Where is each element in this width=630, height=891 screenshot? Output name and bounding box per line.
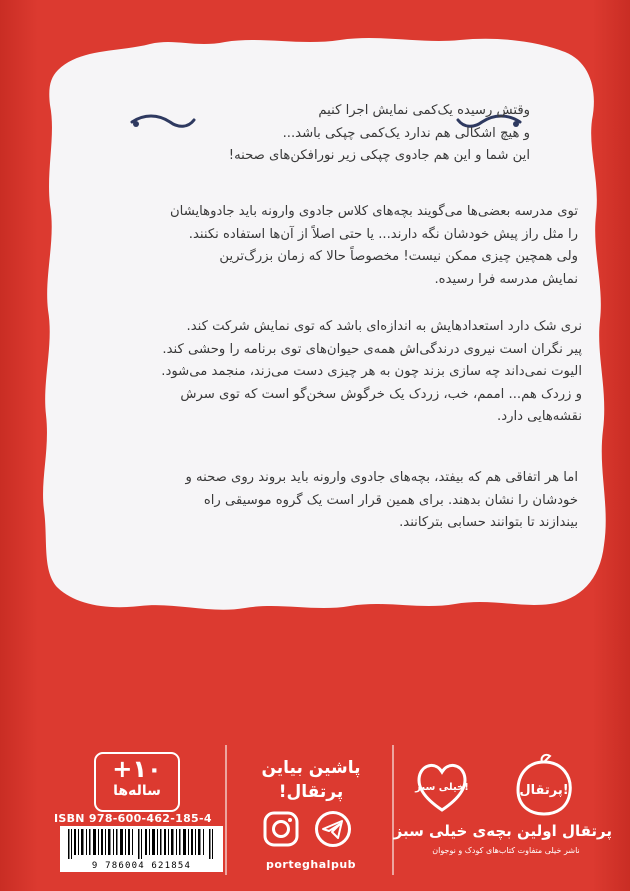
kheilisabz-logo — [412, 758, 472, 816]
paragraph-3 — [58, 467, 578, 535]
paragraph-line: نری شک دارد استعدادهایش به اندازه‌ای باشد که توی نمایش شرکت کند. — [186, 319, 582, 334]
paragraph-line: خودشان را نشان بدهند. برای همین قرار است یک گروه موسیقی راه — [203, 492, 578, 508]
intro-text — [110, 100, 530, 168]
publisher-slogan: پرتقال اولین بچه‌ی خیلی سبز — [393, 822, 612, 840]
paragraph-1 — [58, 201, 578, 291]
footer-divider — [225, 745, 227, 875]
instagram-icon[interactable] — [262, 810, 300, 848]
age-number: +۱۰ — [112, 755, 162, 783]
porteghal-logo — [512, 752, 576, 818]
paragraph-2 — [57, 316, 582, 429]
paragraph-line: اما هر اتفاقی هم که بیفتد، بچه‌های جادوی وارونه باید بروند روی صحنه و — [185, 470, 578, 485]
paragraph-line: پیر نگران است نیروی درندگی‌اش همه‌ی حیوان‌های توی برنامه را وحشی کند. — [162, 341, 582, 357]
intro-line: وقتش رسیده یک‌کمی نمایش اجرا کنیم — [318, 103, 530, 118]
telegram-icon[interactable] — [314, 810, 352, 848]
age-label: ساله‌ها — [113, 783, 161, 799]
footer-divider — [392, 745, 394, 875]
social-handle: porteghalpub — [265, 858, 357, 871]
paragraph-line: را مثل راز پیش خودشان نگه دارند... یا حتی اصلاً از آن‌ها استفاده نکنند. — [188, 226, 578, 242]
paragraph-line: و زردک هم... اممم، خب، زردک یک خرگوش سخن‌گو است که توی سرش — [180, 386, 582, 402]
paragraph-line: الیوت نمی‌داند چه سازی بزند چون به هر چیزی دست می‌زند، منجمد می‌شود. — [161, 364, 582, 379]
kheilisabz-logo-text: خیلی سبز! — [415, 782, 469, 793]
age-badge — [94, 752, 180, 812]
barcode — [60, 826, 223, 872]
paragraph-line: ولی همچین چیزی ممکن نیست! مخصوصاً حالا که زمان بزرگ‌ترین — [219, 249, 578, 264]
paragraph-line: نمایش مدرسه فرا رسیده. — [434, 271, 578, 287]
intro-line: این شما و این هم جادوی چپکی زیر نورافکن‌های صحنه! — [228, 148, 530, 163]
barcode-bars — [66, 829, 217, 859]
paragraph-line: بیندازند تا بتوانند حسابی بترکانند. — [399, 515, 578, 530]
paragraph-line: توی مدرسه بعضی‌ها می‌گویند بچه‌های کلاس جادوی وارونه باید جادوهایشان — [170, 204, 578, 219]
publisher-subslogan: ناشر خیلی متفاوت کتاب‌های کودک و نوجوان — [432, 846, 580, 855]
follow-us-text — [236, 756, 386, 804]
intro-line: و هیچ اشکالی هم ندارد یک‌کمی چپکی باشد... — [282, 125, 530, 141]
paragraph-line: نقشه‌هایی دارد. — [497, 409, 582, 424]
isbn-text: ISBN 978-600-462-185-4 — [54, 812, 212, 825]
follow-line-2: پرتقال! — [278, 782, 344, 802]
follow-line-1: پاشین بیاین — [261, 758, 361, 778]
barcode-number: 9 786004 621854 — [91, 861, 192, 871]
porteghal-logo-text: پرتقال! — [519, 783, 569, 798]
